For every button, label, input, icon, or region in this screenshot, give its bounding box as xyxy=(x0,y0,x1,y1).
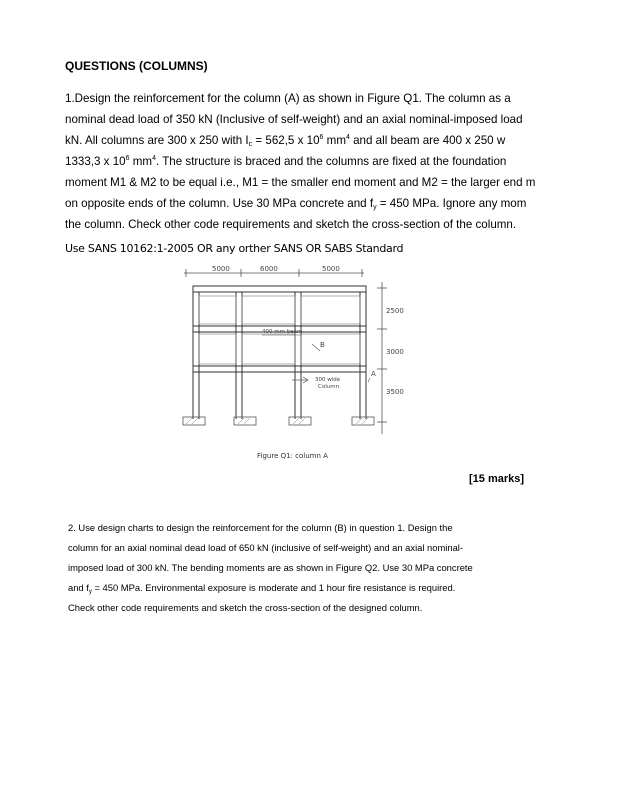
question2-line-2: column for an axial nominal dead load of 650 kN (inclusive of self-weight) and an axial nominal- xyxy=(68,542,464,553)
question2-line-5: Check other code requirements and sketch the cross-section of the designed column. xyxy=(68,602,423,613)
span-label-3: 5000 xyxy=(322,265,340,273)
question1-line-4: 1333,3 x $10^6$ $mm^4$. The structure is braced and the columns are fixed at the foundation xyxy=(65,155,507,168)
question2-line-1: 2. Use design charts to design the reinforcement for the column (B) in question 1. Design the xyxy=(68,522,453,533)
question2-line-3: imposed load of 300 kN. The bending moments are as shown in Figure Q2. Use 30 MPa concrete xyxy=(68,562,473,573)
column-b-label: B xyxy=(320,341,325,349)
beam-label: 400 mm beam xyxy=(262,329,303,335)
footing-3 xyxy=(289,417,311,425)
figure-q1 xyxy=(172,264,416,442)
column-a-label: A xyxy=(371,370,376,378)
span-label-2: 6000 xyxy=(260,265,278,273)
figure-caption: Figure Q1: column A xyxy=(257,452,328,460)
height-label-1: 2500 xyxy=(386,307,404,315)
question1-line-1: 1.Design the reinforcement for the column (A) as shown in Figure Q1. The column as a xyxy=(65,92,511,105)
page-heading: QUESTIONS (COLUMNS) xyxy=(65,59,208,73)
footing-2 xyxy=(234,417,256,425)
frame-sketch xyxy=(172,264,416,442)
marks-label: [15 marks] xyxy=(469,473,525,485)
question2-line-4: and $f_y = 450$ MPa. Environmental exposure is moderate and 1 hour fire resistance is required. xyxy=(68,582,456,595)
question1-line-3: kN. All columns are 300 x 250 with $I_c = 562,5$ x $10^6$ $mm^4$ and all beam are 400 x 250 w xyxy=(65,134,506,148)
span-label-1: 5000 xyxy=(212,265,230,273)
question1-line-5: moment M1 & M2 to be equal i.e., M1 = the smaller end moment and M2 = the larger end m xyxy=(65,176,536,189)
column-note-2: Column xyxy=(318,384,340,390)
question1-line-6: on opposite ends of the column. Use 30 MPa concrete and $f_y = 450$ MPa. Ignore any mom xyxy=(65,197,527,211)
column-note-1: 300 wide xyxy=(315,377,341,383)
footing-4 xyxy=(352,417,374,425)
height-label-2: 3000 xyxy=(386,348,404,356)
height-label-3: 3500 xyxy=(386,388,404,396)
question1-line-7: the column. Check other code requirements and sketch the cross-section of the column. xyxy=(65,218,517,231)
question1-line-2: nominal dead load of 350 kN (Inclusive of self-weight) and an axial nominal-imposed load xyxy=(65,113,523,126)
standard-reference: Use SANS 10162:1-2005 OR any orther SANS OR SABS Standard xyxy=(65,242,404,255)
